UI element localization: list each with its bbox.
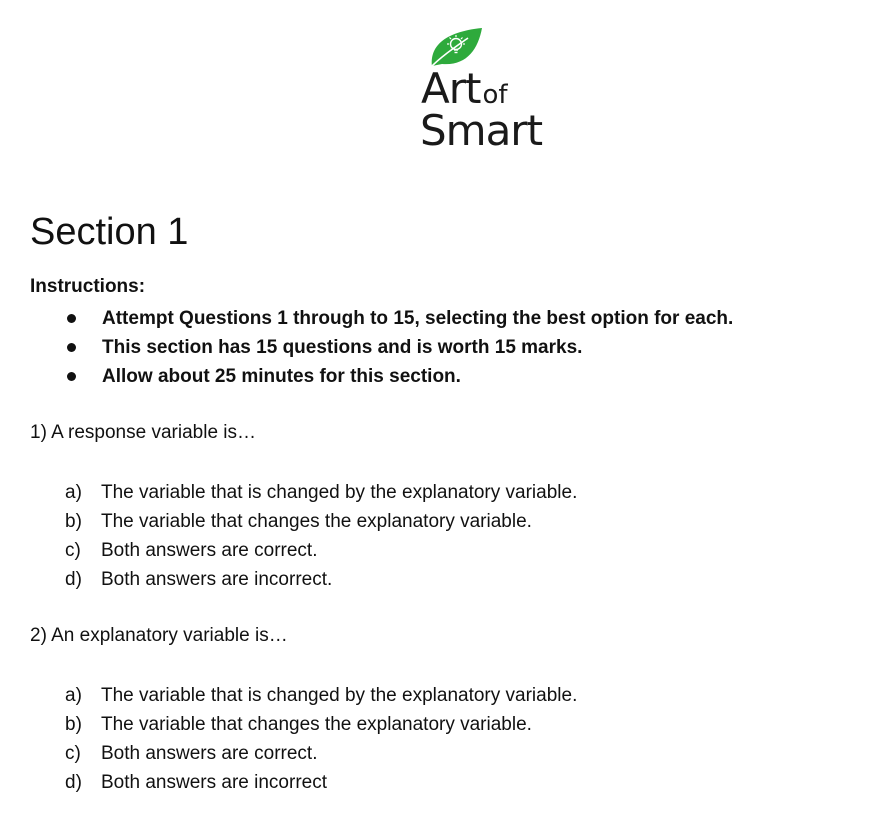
- option-c: [65, 739, 577, 768]
- option-a: [65, 681, 577, 710]
- option-a: [65, 478, 577, 507]
- option-letter: d): [65, 569, 82, 590]
- logo-text-of: of: [482, 80, 508, 110]
- section-title: Section 1: [30, 211, 189, 253]
- option-letter: b): [65, 511, 82, 532]
- option-b: [65, 710, 577, 739]
- instruction-item: [65, 333, 733, 362]
- option-text: Both answers are correct.: [101, 743, 318, 764]
- bullet-icon: [67, 372, 76, 381]
- option-text: The variable that changes the explanatory variable.: [101, 714, 532, 735]
- option-letter: c): [65, 743, 81, 764]
- bullet-icon: [67, 343, 76, 352]
- instruction-text: This section has 15 questions and is worth 15 marks.: [102, 337, 583, 358]
- lightbulb-leaf-icon: [428, 26, 484, 68]
- bullet-icon: [67, 314, 76, 323]
- question-2-options: [65, 681, 577, 797]
- instructions-label: Instructions:: [30, 276, 146, 297]
- option-text: Both answers are correct.: [101, 540, 318, 561]
- option-text: Both answers are incorrect.: [101, 569, 333, 590]
- option-c: [65, 536, 577, 565]
- instruction-text: Allow about 25 minutes for this section.: [102, 366, 461, 387]
- question-1: 1) A response variable is…: [30, 422, 257, 443]
- option-text: The variable that is changed by the explanatory variable.: [101, 482, 578, 503]
- option-letter: c): [65, 540, 81, 561]
- option-letter: a): [65, 482, 82, 503]
- logo-text-art: Artof: [421, 64, 508, 113]
- option-letter: d): [65, 772, 82, 793]
- option-d: [65, 768, 577, 797]
- instructions-list: [65, 304, 733, 391]
- option-text: The variable that is changed by the explanatory variable.: [101, 685, 578, 706]
- option-letter: a): [65, 685, 82, 706]
- art-of-smart-logo: [418, 22, 548, 155]
- instruction-text: Attempt Questions 1 through to 15, selecting the best option for each.: [102, 308, 734, 329]
- instruction-item: [65, 304, 733, 333]
- option-d: [65, 565, 577, 594]
- option-letter: b): [65, 714, 82, 735]
- instruction-item: [65, 362, 733, 391]
- question-1-options: [65, 478, 577, 594]
- option-text: The variable that changes the explanatory variable.: [101, 511, 532, 532]
- option-b: [65, 507, 577, 536]
- option-text: Both answers are incorrect: [101, 772, 327, 793]
- logo-text-smart: Smart: [420, 106, 543, 155]
- question-2: 2) An explanatory variable is…: [30, 625, 288, 646]
